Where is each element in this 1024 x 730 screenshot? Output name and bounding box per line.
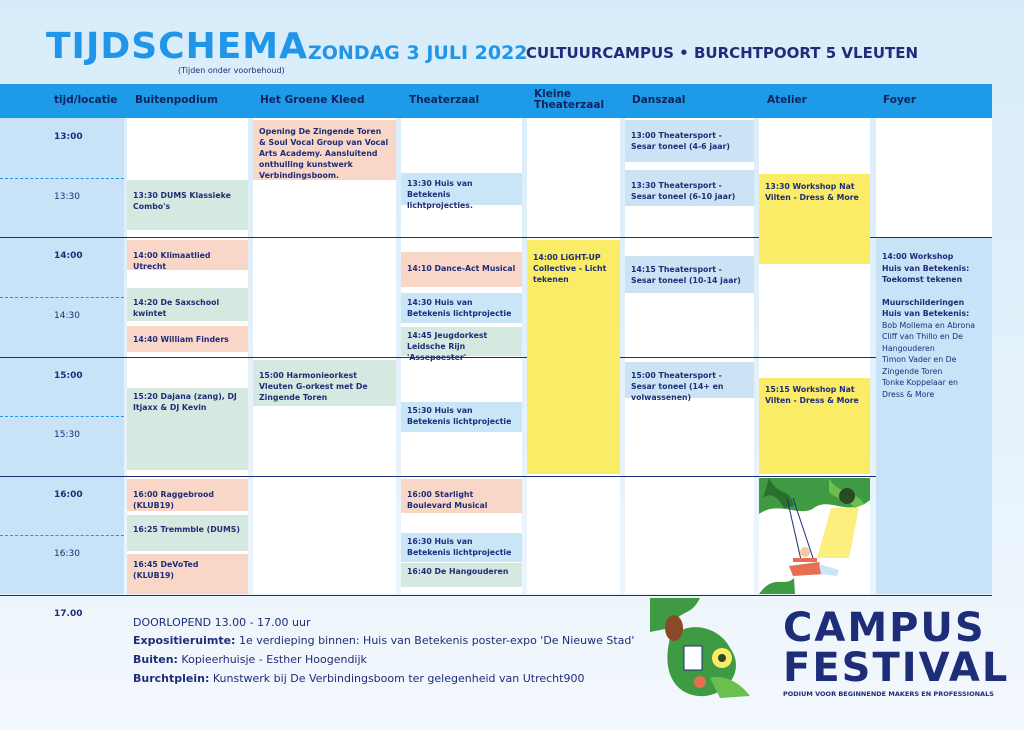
festival-logo-line1: CAMPUS <box>783 605 986 651</box>
header-atelier: Atelier <box>767 94 807 106</box>
time-label: 17.00 <box>54 609 83 619</box>
event-block: 15:30 Huis van Betekenis lichtprojectie <box>401 402 522 432</box>
foyer-line: Toekomst tekenen <box>882 275 963 284</box>
time-label: 13:30 <box>54 192 80 202</box>
bottom-line-burchtplein <box>133 672 584 685</box>
time-label: 16:30 <box>54 549 80 559</box>
foyer-line: Huis van Betekenis: <box>882 309 970 318</box>
event-block: 14:10 Dance-Act Musical <box>401 252 522 287</box>
header-time: tijd/locatie <box>54 94 118 106</box>
bottom-text: 1e verdieping binnen: Huis van Betekenis poster-expo 'De Nieuwe Stad' <box>235 634 635 647</box>
foyer-line: Muurschilderingen <box>882 297 965 307</box>
half-hour-line <box>0 297 124 298</box>
swing-illustration <box>759 478 870 594</box>
event-venue: CULTUURCAMPUS • BURCHTPOORT 5 VLEUTEN <box>526 44 919 62</box>
hour-line <box>0 357 992 358</box>
event-block: 14:40 William Finders <box>127 326 248 352</box>
event-block: 16:25 Tremmble (DUMS) <box>127 515 248 551</box>
music-illustration <box>650 598 755 700</box>
time-label: 14:00 <box>54 251 83 261</box>
foyer-line: Cliff van Thillo en De <box>882 332 963 341</box>
event-block: 14:30 Huis van Betekenis lichtprojectie <box>401 293 522 323</box>
event-block: Opening De Zingende Toren & Soul Vocal Group van Vocal Arts Academy. Aansluitend onthulling kunstwerk Verbindingsboom. <box>253 120 396 180</box>
column-header-bar <box>0 84 992 118</box>
foyer-line: Bob Mollema en Abrona <box>882 320 976 330</box>
page-subtitle: (Tijden onder voorbehoud) <box>178 66 285 75</box>
bottom-label: Burchtplein: <box>133 672 210 685</box>
half-hour-line <box>0 178 124 179</box>
hour-line <box>0 476 992 477</box>
event-date: ZONDAG 3 JULI 2022 <box>308 42 528 64</box>
event-block: 13:30 DUMS Klassieke Combo's <box>127 180 248 230</box>
event-block: 15:15 Workshop Nat Vilten - Dress & More <box>759 378 870 474</box>
header-foyer: Foyer <box>883 94 917 106</box>
foyer-line: 14:00 Workshop <box>882 252 954 261</box>
event-block: 16:30 Huis van Betekenis lichtprojectie <box>401 533 522 562</box>
bottom-line-outside <box>133 653 367 666</box>
header-theaterzaal: Theaterzaal <box>409 94 480 106</box>
half-hour-line <box>0 416 124 417</box>
foyer-line: Zingende Toren <box>882 366 943 376</box>
event-block: 15:20 Dajana (zang), DJ Itjaxx & DJ Kevin <box>127 388 248 470</box>
header-buitenpodium: Buitenpodium <box>135 94 218 106</box>
header-groene-kleed: Het Groene Kleed <box>260 94 365 106</box>
foyer-block <box>876 238 992 594</box>
event-block: 14:00 Klimaatlied Utrecht <box>127 240 248 270</box>
event-block: 16:00 Starlight Boulevard Musical <box>401 479 522 513</box>
foyer-line: Tonke Koppelaar en <box>882 378 958 387</box>
bottom-label: Buiten: <box>133 653 178 666</box>
foyer-line: Dress & More <box>882 389 935 399</box>
festival-logo-tagline: PODIUM VOOR BEGINNENDE MAKERS EN PROFESSIONALS <box>783 690 994 698</box>
event-block: 13:30 Workshop Nat Vilten - Dress & More <box>759 174 870 264</box>
bottom-line-exposition <box>133 634 634 647</box>
time-column <box>0 118 124 594</box>
bottom-text: Kopieerhuisje - Esther Hoogendijk <box>177 653 367 666</box>
event-block: 15:00 Harmonieorkest Vleuten G-orkest met De Zingende Toren <box>253 360 396 406</box>
time-label: 13:00 <box>54 132 83 142</box>
event-block: 13:00 Theatersport - Sesar toneel (4-6 jaar) <box>625 120 754 162</box>
event-block: 15:00 Theatersport - Sesar toneel (14+ en volwassenen) <box>625 362 754 398</box>
event-block: 13:30 Huis van Betekenis lichtprojecties. <box>401 173 522 205</box>
foyer-line: Timon Vader en De <box>882 355 957 364</box>
half-hour-line <box>0 535 124 536</box>
column-groene-kleed <box>253 118 396 594</box>
hour-line <box>0 595 992 596</box>
header-kleine-theaterzaal: Kleine Theaterzaal <box>534 88 605 111</box>
foyer-line: Hangouderen <box>882 343 935 353</box>
header-danszaal: Danszaal <box>632 94 686 106</box>
event-block: 16:00 Raggebrood (KLUB19) <box>127 479 248 511</box>
bottom-text: Kunstwerk bij De Verbindingsboom ter gelegenheid van Utrecht900 <box>209 672 585 685</box>
event-block: 16:40 De Hangouderen <box>401 563 522 587</box>
time-label: 15:30 <box>54 430 80 440</box>
festival-logo-line2: FESTIVAL <box>783 645 1010 691</box>
event-block: 14:45 Jeugdorkest Leidsche Rijn 'Assepoester' <box>401 327 522 356</box>
time-label: 15:00 <box>54 371 83 381</box>
bottom-label: Expositieruimte: <box>133 634 236 647</box>
event-block: 14:15 Theatersport - Sesar toneel (10-14 jaar) <box>625 256 754 293</box>
event-block: 16:45 DeVoTed (KLUB19) <box>127 554 248 594</box>
time-label: 14:30 <box>54 311 80 321</box>
event-block: 14:20 De Saxschool kwintet <box>127 288 248 321</box>
foyer-line: Huis van Betekenis: <box>882 263 970 273</box>
event-block: 13:30 Theatersport - Sesar toneel (6-10 jaar) <box>625 170 754 206</box>
bottom-line-continuous: DOORLOPEND 13.00 - 17.00 uur <box>133 616 311 629</box>
page-title: TIJDSCHEMA <box>46 26 308 67</box>
time-label: 16:00 <box>54 490 83 500</box>
event-block: 14:00 LiGHT-UP Collective - Licht tekenen <box>527 240 620 474</box>
